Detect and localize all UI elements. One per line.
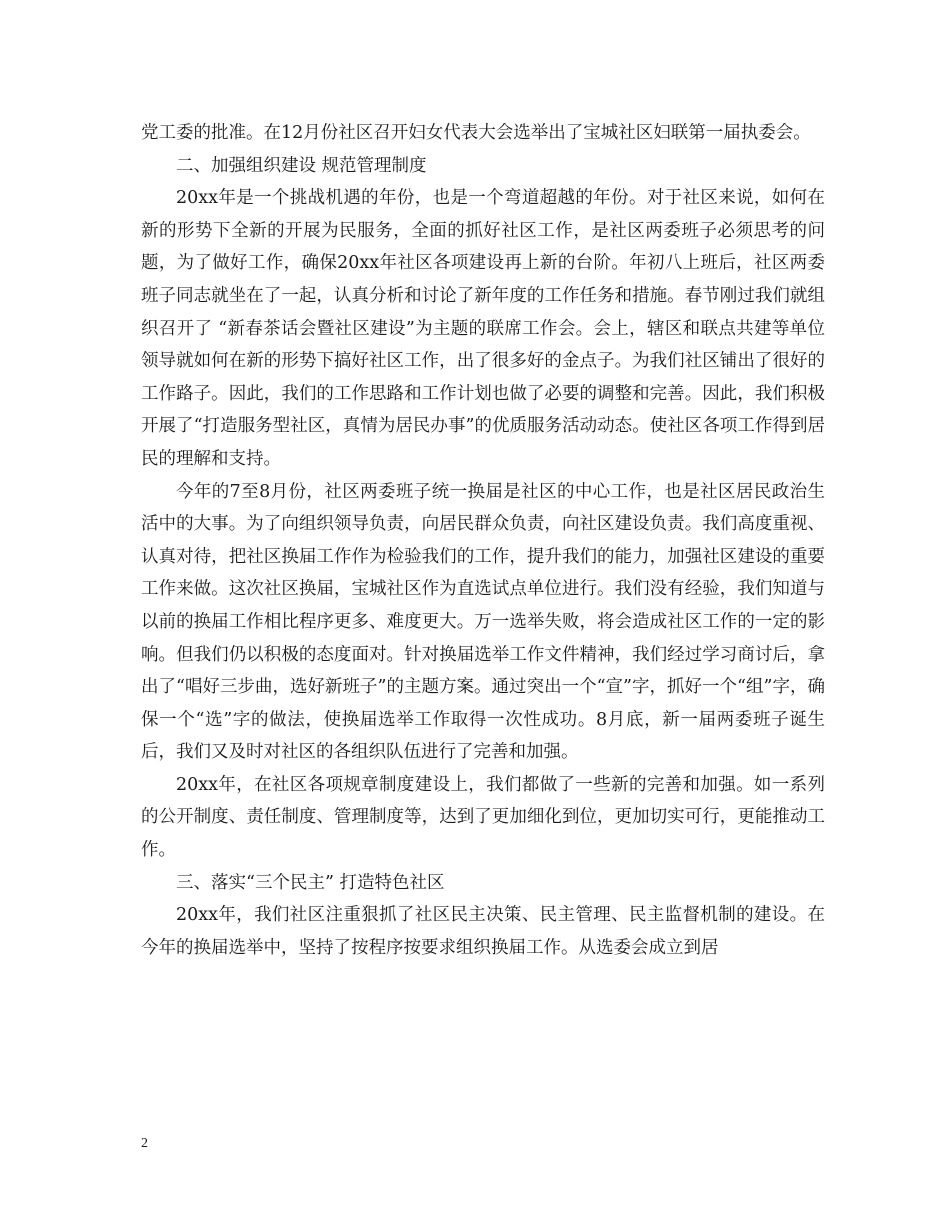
document-body <box>141 117 825 964</box>
paragraph: 党工委的批准。在12月份社区召开妇女代表大会选举出了宝城社区妇联第一届执委会。 <box>141 123 811 143</box>
paragraph: 20xx年是一个挑战机遇的年份，也是一个弯道超越的年份。对于社区来说，如何在新的形势下全新的开展为民服务，全面的抓好社区工作，是社区两委班子必须思考的问题，为了做好工作，确保20xx年社区各项建设再上新的台阶。年初八上班后，社区两委班子同志就坐在了一起，认真分析和讨论了新年度的工作任务和措施。春节刚过我们就组织召开了 “新春茶话会暨社区建设”为主题的联席工作会。会上，辖区和联点共建等单位领导就如何在新的形势下搞好社区工作，出了很多好的金点子。为我们社区铺出了很好的工作路子。因此，我们的工作思路和工作计划也做了必要的调整和完善。因此，我们积极开展了“打造服务型社区，真情为居民办事”的优质服务活动动态。使社区各项工作得到居民的理解和支持。 <box>141 188 825 469</box>
paragraph: 20xx年，我们社区注重狠抓了社区民主决策、民主管理、民主监督机制的建设。在今年的换届选举中，坚持了按程序按要求组织换届工作。从选委会成立到居 <box>141 905 825 958</box>
paragraph: 今年的7至8月份，社区两委班子统一换届是社区的中心工作，也是社区居民政治生活中的大事。为了向组织领导负责，向居民群众负责，向社区建设负责。我们高度重视、认真对待，把社区换届工作作为检验我们的工作，提升我们的能力，加强社区建设的重要工作来做。这次社区换届，宝城社区作为直选试点单位进行。我们没有经验，我们知道与以前的换届工作相比程序更多、难度更大。万一选举失败，将会造成社区工作的一定的影响。但我们仍以积极的态度面对。针对换届选举工作文件精神，我们经过学习商讨后，拿出了“唱好三步曲，选好新班子”的主题方案。通过突出一个“宣”字，抓好一个“组”字，确保一个“选”字的做法，使换届选举工作取得一次性成功。8月底，新一届两委班子诞生后，我们又及时对社区的各组织队伍进行了完善和加强。 <box>141 481 825 763</box>
section-heading: 三、落实“三个民主” 打造特色社区 <box>176 872 445 893</box>
page-number: 2 <box>141 1136 148 1151</box>
paragraph: 20xx年，在社区各项规章制度建设上，我们都做了一些新的完善和加强。如一系列的公开制度、责任制度、管理制度等，达到了更加细化到位，更加切实可行，更能推动工作。 <box>141 774 825 861</box>
section-heading: 二、加强组织建设 规范管理制度 <box>176 155 427 176</box>
